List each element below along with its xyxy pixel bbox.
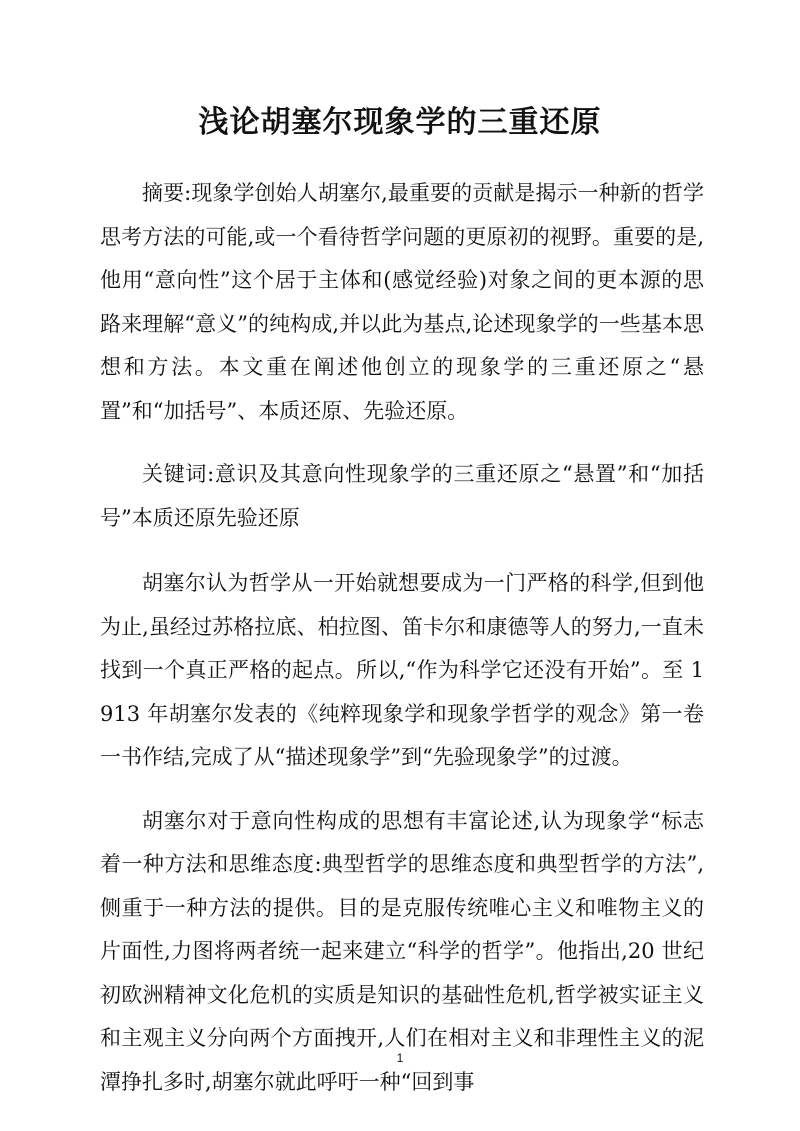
keywords-paragraph: 关键词:意识及其意向性现象学的三重还原之“悬置”和“加括号”本质还原先验还原 bbox=[100, 462, 704, 530]
document-body bbox=[100, 172, 704, 1124]
body-paragraph-2: 胡塞尔对于意向性构成的思想有丰富论述,认为现象学“标志着一种方法和思维态度:典型哲学的思维态度和典型哲学的方法”,侧重于一种方法的提供。目的是克服传统唯心主义和唯物主义的片面性,力图将两者统一起来建立“科学的哲学”。他指出,20 世纪初欧洲精神文化危机的实质是知识的基础性危机,哲学被实证主义和主观主义分向两个方面拽开,人们在相对主义和非理性主义的泥潭挣扎多时,胡塞尔就此呼吁一种“回到事 bbox=[100, 808, 704, 1094]
abstract-paragraph: 摘要:现象学创始人胡塞尔,最重要的贡献是揭示一种新的哲学思考方法的可能,或一个看待哲学问题的更原初的视野。重要的是,他用“意向性”这个居于主体和(感觉经验)对象之间的更本源的思路来理解“意义”的纯构成,并以此为基点,论述现象学的一些基本思想和方法。本文重在阐述他创立的现象学的三重还原之“悬置”和“加括号”、本质还原、先验还原。 bbox=[100, 181, 704, 423]
document-title: 浅论胡塞尔现象学的三重还原 bbox=[198, 105, 602, 140]
body-paragraph-1: 胡塞尔认为哲学从一开始就想要成为一门严格的科学,但到他为止,虽经过苏格拉底、柏拉图、笛卡尔和康德等人的努力,一直未找到一个真正严格的起点。所以,“作为科学它还没有开始”。至 1913 年胡塞尔发表的《纯粹现象学和现象学哲学的观念》第一卷一书作结,完成了从“描述现象学”到“先验现象学”的过渡。 bbox=[100, 571, 704, 769]
page-number: 1 bbox=[396, 1051, 404, 1065]
